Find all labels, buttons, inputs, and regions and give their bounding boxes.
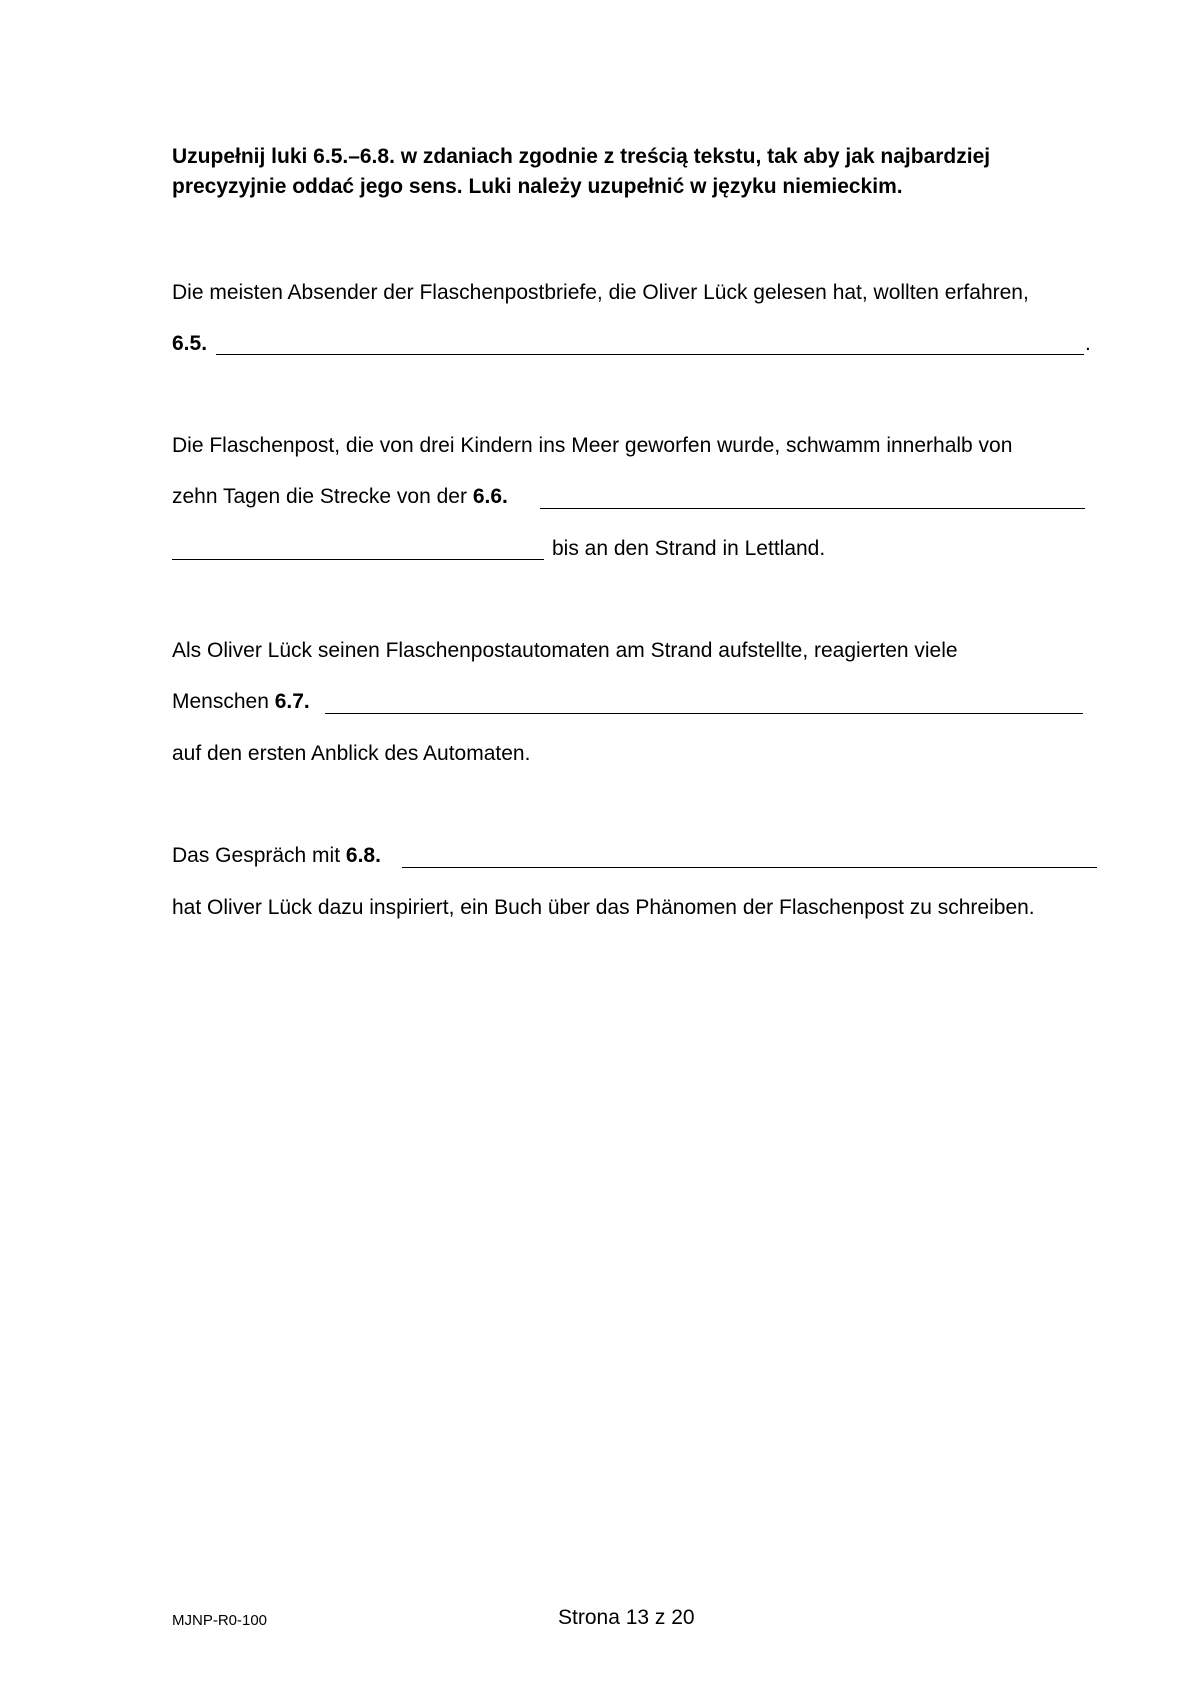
answer-blank-6-5[interactable] <box>216 354 1084 355</box>
item-6-5-sentence: Die meisten Absender der Flaschenpostbriefe, die Oliver Lück gelesen hat, wollten erfahren, <box>172 281 1029 304</box>
item-6-6-suffix: bis an den Strand in Lettland. <box>552 537 826 560</box>
item-6-8-sentence-line-2: hat Oliver Lück dazu inspiriert, ein Buch über das Phänomen der Flaschenpost zu schreiben. <box>172 896 1035 919</box>
instruction-line-1: Uzupełnij luki 6.5.–6.8. w zdaniach zgodnie z treścią tekstu, tak aby jak najbardziej <box>172 145 991 168</box>
exam-code: MJNP-R0-100 <box>172 1612 268 1629</box>
item-6-7-number: 6.7. <box>274 690 310 713</box>
answer-blank-6-6-part-1[interactable] <box>540 508 1085 509</box>
item-6-6-number: 6.6. <box>472 485 508 508</box>
item-6-7-sentence-line-3: auf den ersten Anblick des Automaten. <box>172 742 531 765</box>
item-6-5-end: . <box>1085 332 1091 355</box>
answer-blank-6-8[interactable] <box>402 867 1097 868</box>
instruction-line-2: precyzyjnie oddać jego sens. Luki należy uzupełnić w języku niemieckim. <box>172 175 903 198</box>
item-6-6-prefix: zehn Tagen die Strecke von der <box>172 485 467 508</box>
item-6-8-number: 6.8. <box>345 844 381 867</box>
item-6-5-number: 6.5. <box>172 332 208 355</box>
answer-blank-6-7[interactable] <box>325 713 1083 714</box>
item-6-8-sentence-line-1 <box>172 843 381 869</box>
page-number: Strona 13 z 20 <box>558 1606 695 1629</box>
item-6-7-prefix: Menschen <box>172 690 269 713</box>
item-6-6-sentence-line-1: Die Flaschenpost, die von drei Kindern ins Meer geworfen wurde, schwamm innerhalb von <box>172 434 1013 457</box>
item-6-6-sentence-line-2 <box>172 484 508 510</box>
item-6-7-sentence-line-1: Als Oliver Lück seinen Flaschenpostautomaten am Strand aufstellte, reagierten viele <box>172 639 958 662</box>
item-6-7-sentence-line-2 <box>172 689 310 715</box>
item-6-8-prefix: Das Gespräch mit <box>172 844 341 867</box>
answer-blank-6-6-part-2[interactable] <box>172 559 544 560</box>
